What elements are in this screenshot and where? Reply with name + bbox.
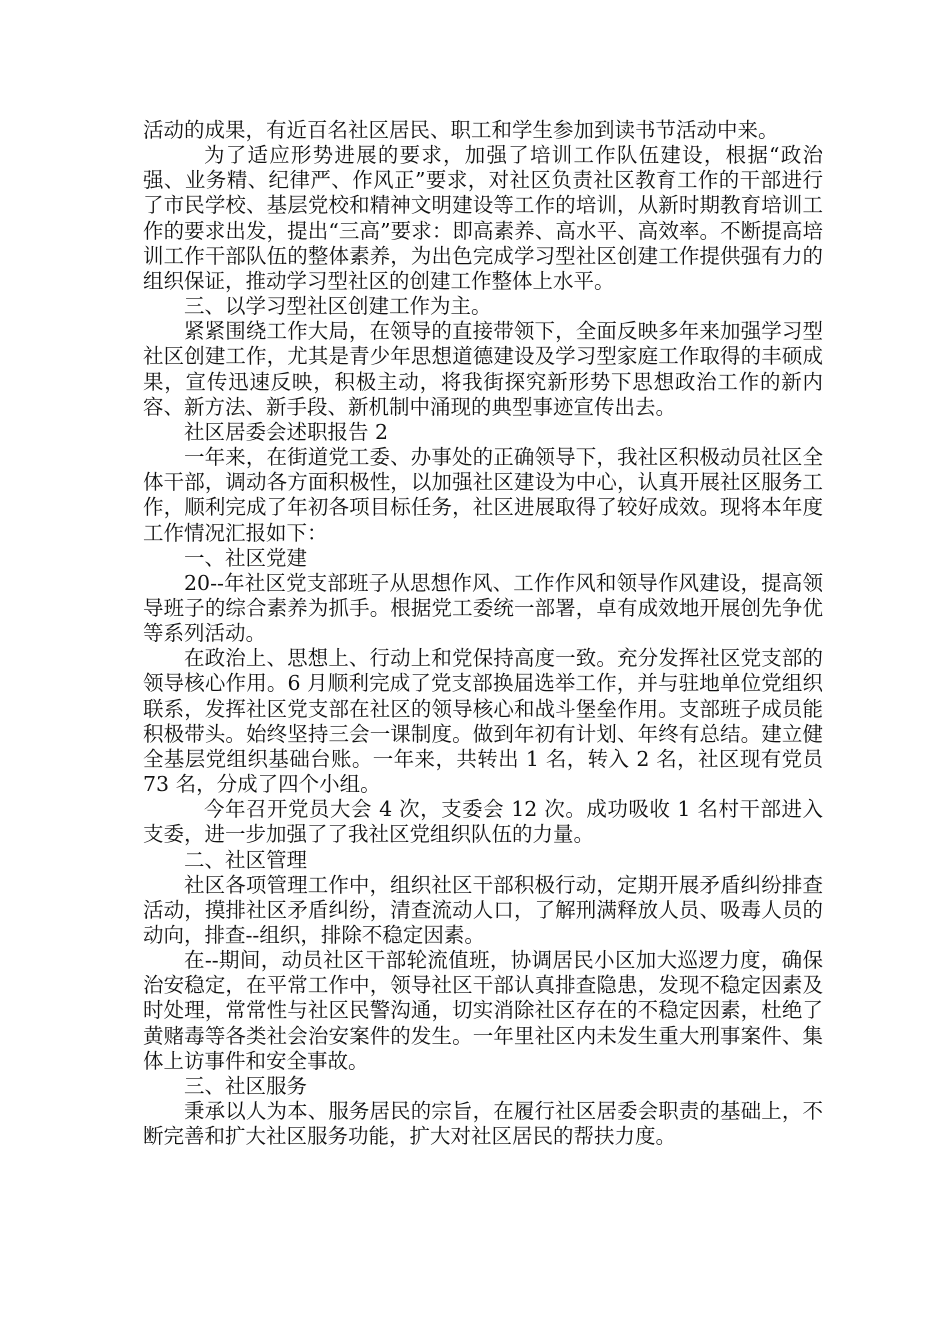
document-page [143,118,823,1149]
paragraph: 活动的成果，有近百名社区居民、职工和学生参加到读书节活动中来。 [143,118,779,142]
paragraph: 今年召开党员大会 4 次，支委会 12 次。成功吸收 1 名村干部进入支委，进一步加强了了我社区党组织队伍的力量。 [143,797,823,847]
paragraph: 在政治上、思想上、行动上和党保持高度一致。充分发挥社区党支部的领导核心作用。6 月顺利完成了党支部换届选举工作，并与驻地单位党组织联系，发挥社区党支部在社区的领导核心和战斗堡垒作用。支部班子成员能积极带头。始终坚持三会一课制度。做到年初有计划、年终有总结。建立健全基层党组织基础台账。一年来，共转出 1 名，转入 2 名，社区现有党员 73 名，分成了四个小组。 [143,646,823,797]
section-heading: 二、社区管理 [184,847,307,872]
paragraph: 20--年社区党支部班子从思想作风、工作作风和领导作风建设，提高领导班子的综合素养为抓手。根据党工委统一部署，卓有成效地开展创先争优等系列活动。 [143,570,823,646]
paragraph: 在--期间，动员社区干部轮流值班，协调居民小区加大巡逻力度，确保治安稳定，在平常工作中，领导社区干部认真排查隐患，发现不稳定因素及时处理，常常性与社区民警沟通，切实消除社区存在的不稳定因素，杜绝了黄赌毒等各类社会治安案件的发生。一年里社区内未发生重大刑事案件、集体上访事件和安全事故。 [143,948,823,1073]
paragraph: 社区各项管理工作中，组织社区干部积极行动，定期开展矛盾纠纷排查活动，摸排社区矛盾纠纷，清查流动人口，了解刑满释放人员、吸毒人员的动向，排查--组织，排除不稳定因素。 [143,872,823,947]
section-heading: 三、以学习型社区创建工作为主。 [184,294,492,319]
section-heading: 一、社区党建 [184,545,307,570]
paragraph: 紧紧围绕工作大局，在领导的直接带领下，全面反映多年来加强学习型社区创建工作，尤其是青少年思想道德建设及学习型家庭工作取得的丰硕成果，宣传迅速反映，积极主动，将我街探究新形势下思想政治工作的新内容、新方法、新手段、新机制中涌现的典型事迹宣传出去。 [143,319,823,419]
report-title: 社区居委会述职报告 2 [184,419,389,444]
paragraph: 秉承以人为本、服务居民的宗旨，在履行社区居委会职责的基础上，不断完善和扩大社区服务功能，扩大对社区居民的帮扶力度。 [143,1099,823,1149]
paragraph: 一年来，在街道党工委、办事处的正确领导下，我社区积极动员社区全体干部，调动各方面积极性，以加强社区建设为中心，认真开展社区服务工作，顺利完成了年初各项目标任务，社区进展取得了较好成效。现将本年度工作情况汇报如下： [143,445,823,545]
paragraph: 为了适应形势进展的要求，加强了培训工作队伍建设，根据“政治强、业务精、纪律严、作风正”要求，对社区负责社区教育工作的干部进行了市民学校、基层党校和精神文明建设等工作的培训，从新时期教育培训工作的要求出发，提出“三高”要求：即高素养、高水平、高效率。不断提高培训工作干部队伍的整体素养，为出色完成学习型社区创建工作提供强有力的组织保证，推动学习型社区的创建工作整体上水平。 [143,143,823,293]
section-heading: 三、社区服务 [184,1073,307,1098]
